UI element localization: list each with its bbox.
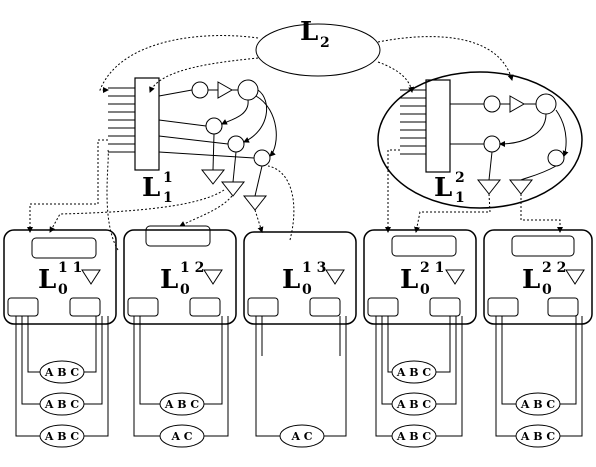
level0-unit-13 xyxy=(244,232,356,324)
link-l1-1-to-l0-13 xyxy=(255,210,262,232)
l0-21-sub: 0 xyxy=(420,282,430,298)
top-label-sub: 2 xyxy=(320,35,330,51)
l1-1-node-e xyxy=(254,150,270,166)
l1-2-sub: 1 xyxy=(455,190,465,206)
level1-unit-2-inputs xyxy=(400,90,426,154)
level1-unit-2-label xyxy=(434,170,465,206)
group-5-item-1-label: A B C xyxy=(520,398,556,411)
group-1-items xyxy=(40,361,84,447)
l0-13-sup: 1 3 xyxy=(302,260,327,276)
l1-1-sup: 1 xyxy=(163,170,173,186)
l0-12-sub: 0 xyxy=(180,282,190,298)
l1-2-tri-a xyxy=(478,180,500,194)
level1-unit-2 xyxy=(400,80,566,206)
l0-22-sup: 2 2 xyxy=(542,260,567,276)
level0-unit-12 xyxy=(124,226,236,324)
l1-1-sub: 1 xyxy=(163,190,173,206)
group-4-items xyxy=(392,361,436,447)
link-l0-12-up xyxy=(107,150,118,250)
level1-unit-2-block xyxy=(426,80,450,172)
l0-22-sub: 0 xyxy=(542,282,552,298)
l1-2-node-a xyxy=(484,96,500,112)
l0-12-main: L xyxy=(160,265,179,295)
l1-1-main: L xyxy=(142,173,161,203)
group-5-item-2-label: A B C xyxy=(520,430,556,443)
l0-11-main: L xyxy=(38,265,57,295)
l0-11-sub: 0 xyxy=(58,282,68,298)
l1-2-main: L xyxy=(434,173,453,203)
l2-link-right-2 xyxy=(378,62,412,92)
link-l0-13-up xyxy=(268,166,294,240)
group-2-item-1-label: A B C xyxy=(164,398,200,411)
group-2-wiring xyxy=(134,316,228,436)
l0-13-sub: 0 xyxy=(302,282,312,298)
group-5-items xyxy=(516,393,560,447)
top-label-l2 xyxy=(300,17,330,51)
group-4-item-1-label: A B C xyxy=(396,366,432,379)
group-2-items xyxy=(160,393,204,447)
l1-1-tri-b xyxy=(222,182,244,196)
l1-2-node-d xyxy=(548,150,564,166)
level1-unit-1-label xyxy=(142,170,173,206)
group-4-item-2-label: A B C xyxy=(396,398,432,411)
group-2-item-2-label: A C xyxy=(171,430,193,443)
group-1-item-1-label: A B C xyxy=(44,366,80,379)
group-1-item-2-label: A B C xyxy=(44,398,80,411)
l1-1-node-d xyxy=(228,136,244,152)
link-l1-1-to-l0-11 xyxy=(30,140,108,232)
l1-2-sup: 2 xyxy=(455,170,465,186)
group-3-items xyxy=(280,425,324,447)
l2-link-right xyxy=(378,37,512,80)
l1-1-node-c xyxy=(206,118,222,134)
group-1-item-3-label: A B C xyxy=(44,430,80,443)
l1-1-node-b xyxy=(238,80,258,100)
level1-circle-right xyxy=(378,72,582,208)
l1-1-tri-a xyxy=(202,170,224,184)
l0-13-main: L xyxy=(282,265,301,295)
level1-unit-1 xyxy=(108,78,276,210)
level1-unit-1-block xyxy=(135,78,159,170)
l1-2-node-b xyxy=(536,94,556,114)
l1-1-node-a xyxy=(192,82,208,98)
level0-unit-11 xyxy=(4,230,116,324)
l1-2-tri-b xyxy=(510,180,532,194)
l1-1-gain-a xyxy=(218,82,232,98)
l1-2-node-c xyxy=(484,136,500,152)
l2-link-left xyxy=(100,36,258,90)
l0-21-main: L xyxy=(400,265,419,295)
link-l1-1-to-l0-12 xyxy=(180,196,232,226)
level0-unit-22 xyxy=(484,230,592,324)
l2-link-left-2 xyxy=(150,58,258,92)
group-3-item-1-label: A C xyxy=(291,430,313,443)
l0-21-sup: 2 1 xyxy=(420,260,445,276)
group-5-wiring xyxy=(496,316,582,436)
l1-1-tri-c xyxy=(244,196,266,210)
link-l1-2-side xyxy=(388,150,400,232)
l0-11-sup: 1 1 xyxy=(58,260,83,276)
l0-12-sup: 1 2 xyxy=(180,260,205,276)
group-4-item-3-label: A B C xyxy=(396,430,432,443)
l0-22-main: L xyxy=(522,265,541,295)
level1-unit-1-inputs xyxy=(108,88,135,152)
link-l1-2-to-l0-22 xyxy=(521,194,560,232)
top-label-main: L xyxy=(300,17,319,47)
group-3-wiring xyxy=(256,316,346,436)
link-l1-2-to-l0-21 xyxy=(416,194,490,232)
level0-unit-21 xyxy=(364,230,476,324)
l1-2-gain-a xyxy=(510,96,524,112)
